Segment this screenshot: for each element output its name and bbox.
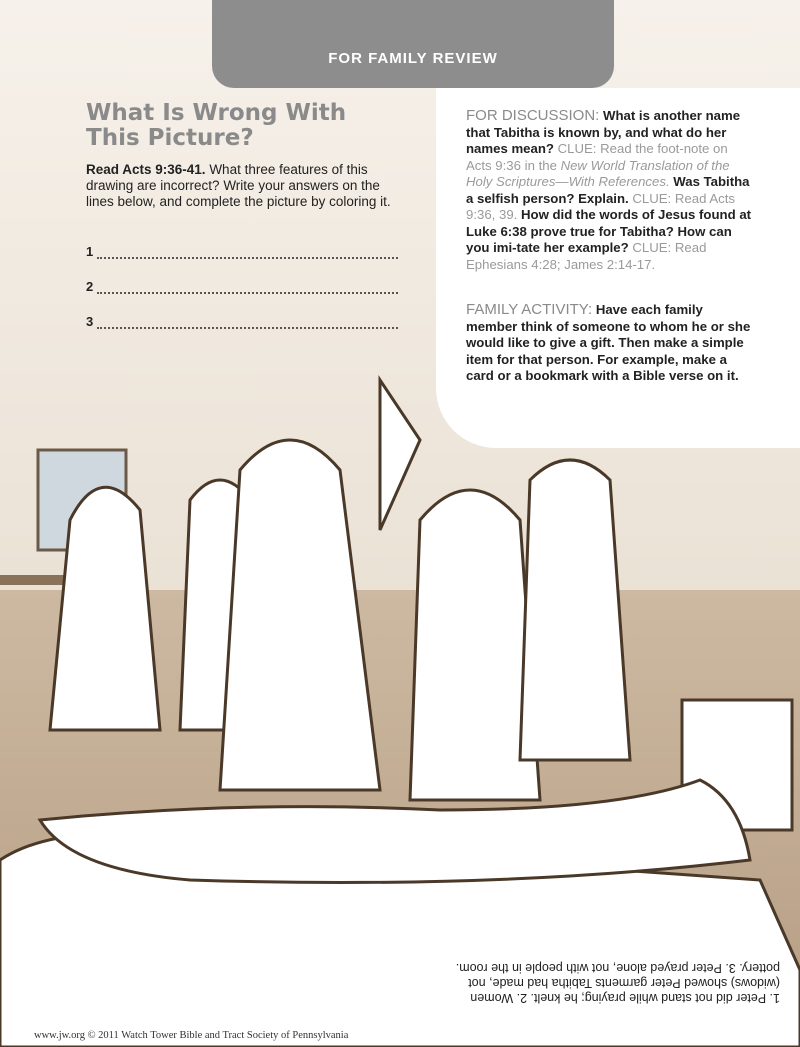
family-activity: FAMILY ACTIVITY: Have each family member think of someone to whom he or she would like to give a gift. Then make a simple item for that person. For example, make a card or a bookmark with a Bible verse on it. xyxy=(466,301,751,383)
section-banner xyxy=(212,0,614,88)
intro-lead: Read Acts 9:36-41. xyxy=(86,162,206,177)
answer-line-3[interactable]: 3 xyxy=(86,314,398,329)
upside-down-answers: 1. Peter did not stand while praying; he knelt. 2. Women (widows) showed Peter garments Tabitha had made, not pottery. 3. Peter prayed alone, not with people in the room. xyxy=(455,961,780,1005)
intro-body: What three features of this drawing are incorrect? Write your answers on the lines below, and complete the picture by coloring it. xyxy=(86,162,391,209)
activity-heading: FAMILY ACTIVITY: xyxy=(466,301,593,318)
copyright-footer: www.jw.org © 2011 Watch Tower Bible and Tract Society of Pennsylvania xyxy=(34,1030,349,1041)
discussion-text: FOR DISCUSSION: What is another name that Tabitha is known by, and what do her names mean? CLUE: Read the foot-note on Acts 9:36 in the New World Translation of the Holy Scriptures—With References. Was Tabitha a selfish person? Explain. CLUE: Read Acts 9:36, 39. How did the words of Jesus found at Luke 6:38 prove true for Tabitha? How can you imi-tate her example? CLUE: Read Ephesians 4:28; James 2:14-17. xyxy=(466,107,752,272)
answer-line-1[interactable]: 1 xyxy=(86,244,398,259)
banner-label: FOR FAMILY REVIEW xyxy=(328,50,498,67)
discussion-heading: FOR DISCUSSION: xyxy=(466,107,600,124)
page-title: What Is Wrong With This Picture? xyxy=(86,100,347,151)
answer-line-2[interactable]: 2 xyxy=(86,279,398,294)
